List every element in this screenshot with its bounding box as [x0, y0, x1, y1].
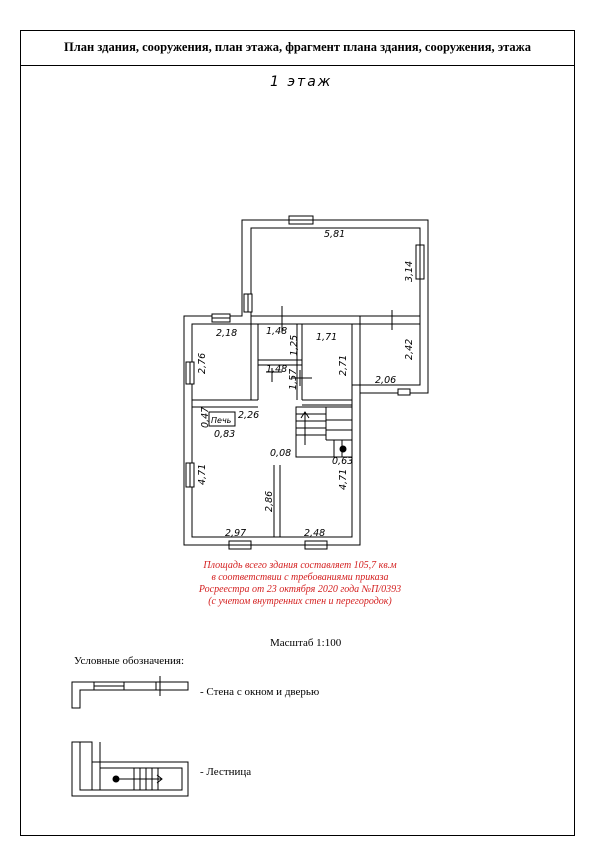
legend-stair-label: - Лестница — [200, 766, 252, 778]
dim-room-b2-width: 1,48 — [266, 364, 288, 375]
legend-stair-symbol — [72, 742, 188, 796]
dim-inner-height: 2,86 — [264, 490, 275, 512]
dim-room-d-height: 2,42 — [404, 338, 415, 360]
dim-room-a-height: 2,76 — [197, 352, 208, 374]
area-note: Площадь всего здания составляет 105,7 кв.м в соответствии с требованиями приказа Росреестра от 23 октября 2020 года №П/0393 (с учетом внутренних стен и перегородок) — [198, 560, 402, 607]
dim-room-d-width: 2,06 — [375, 375, 397, 386]
dim-top-height: 3,14 — [404, 260, 415, 282]
dim-room-c-width: 1,71 — [316, 332, 338, 343]
dim-stove-w: 0,83 — [214, 429, 236, 440]
page-title: План здания, сооружения, план этажа, фрагмент плана здания, сооружения, этажа — [20, 30, 575, 66]
dim-room-b2-height: 1,57 — [288, 368, 299, 390]
dim-hall-width: 2,26 — [238, 410, 260, 421]
legend-wall-label: - Стена с окном и дверью — [200, 686, 320, 698]
legend-wall-symbol — [72, 676, 188, 708]
dim-left-height: 4,71 — [197, 463, 208, 485]
dim-top-width: 5,81 — [324, 229, 346, 240]
dim-right-height: 4,71 — [338, 468, 349, 490]
dim-bottom-right: 2,48 — [304, 528, 326, 539]
dim-stove-h: 0,47 — [200, 406, 211, 428]
dim-stair-w: 0,63 — [332, 456, 354, 467]
legend-title: Условные обозначения: — [74, 655, 185, 667]
dim-room-b-height: 1,25 — [289, 334, 300, 356]
floor-label: 1 этаж — [270, 74, 333, 90]
dim-room-b-width: 1,48 — [266, 326, 288, 337]
stove-label: Печь — [211, 416, 232, 425]
dim-room-a-width: 2,18 — [216, 328, 238, 339]
scale-label: Масштаб 1:100 — [270, 637, 342, 649]
dim-partition: 0,08 — [270, 448, 292, 459]
dim-bottom-left: 2,97 — [225, 528, 247, 539]
dim-room-c-height: 2,71 — [338, 354, 349, 376]
